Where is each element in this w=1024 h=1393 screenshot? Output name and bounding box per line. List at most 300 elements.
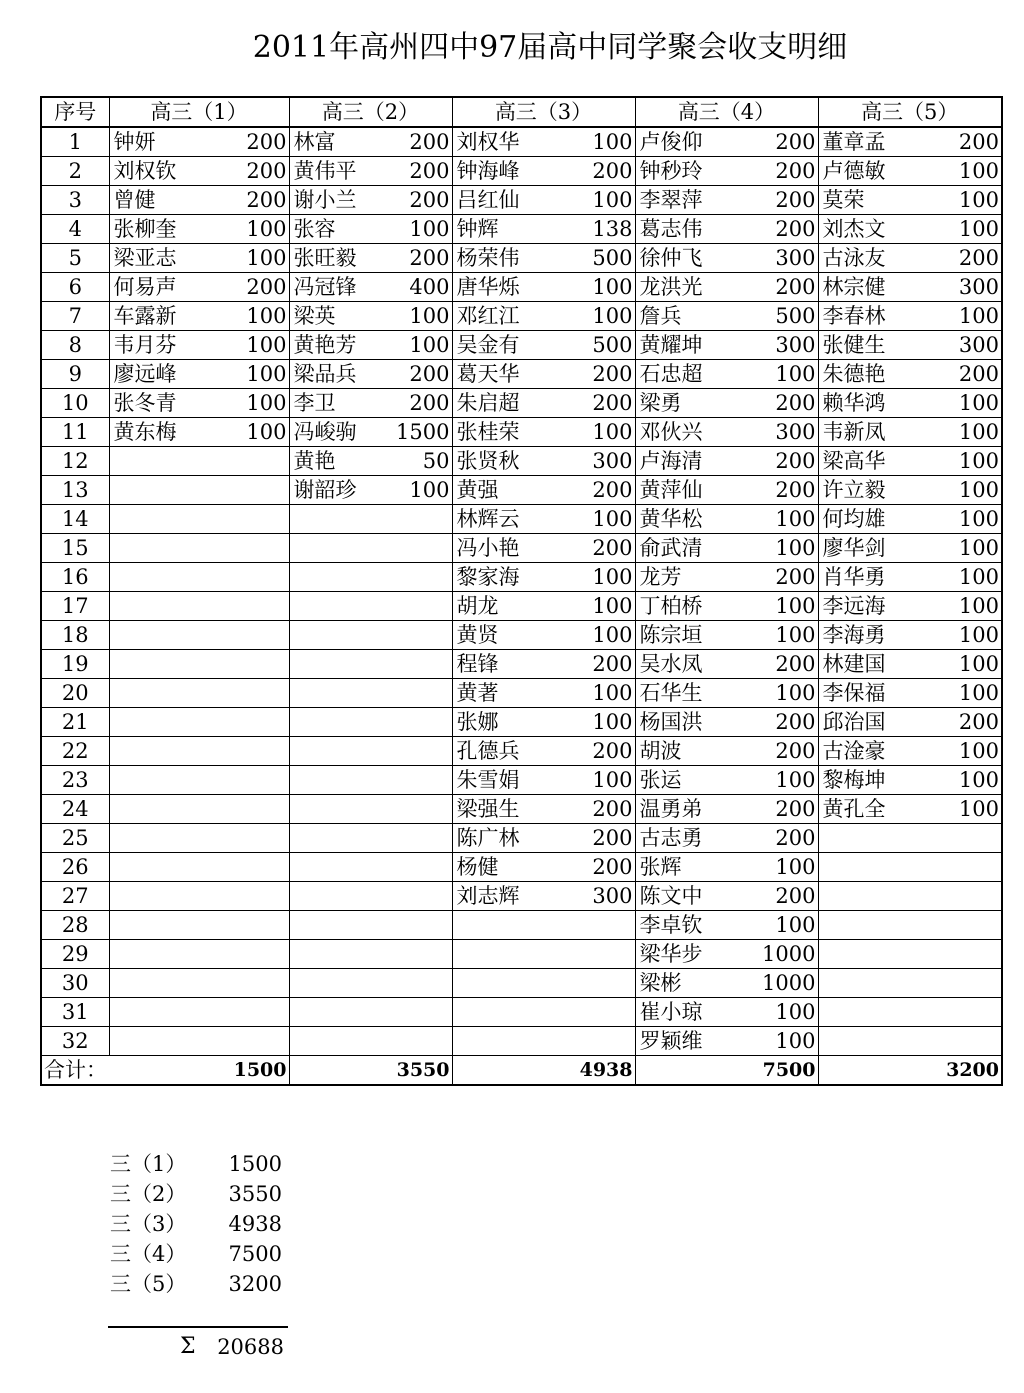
contribution-amount: 100 — [928, 563, 1002, 592]
header-class-5: 高三（5） — [818, 97, 1002, 127]
student-name: 黄艳 — [289, 447, 376, 476]
contribution-amount — [376, 592, 452, 621]
student-name: 何均雄 — [818, 505, 928, 534]
contribution-amount — [376, 940, 452, 969]
contribution-amount: 200 — [928, 244, 1002, 273]
header-seq: 序号 — [41, 97, 109, 127]
header-class-3: 高三（3） — [452, 97, 635, 127]
student-name: 张辉 — [635, 853, 743, 882]
row-number: 3 — [41, 186, 109, 215]
contribution-amount: 200 — [743, 824, 818, 853]
table-row — [41, 824, 1002, 853]
contribution-amount: 100 — [928, 389, 1002, 418]
contribution-amount: 200 — [210, 157, 289, 186]
contribution-amount — [928, 1027, 1002, 1056]
contribution-amount: 300 — [928, 273, 1002, 302]
contribution-amount — [376, 708, 452, 737]
header-class-2: 高三（2） — [289, 97, 452, 127]
student-name — [818, 824, 928, 853]
row-number: 2 — [41, 157, 109, 186]
contribution-amount: 300 — [743, 244, 818, 273]
student-name: 黄孔全 — [818, 795, 928, 824]
student-name: 张健生 — [818, 331, 928, 360]
student-name: 吕红仙 — [452, 186, 560, 215]
summary-value: 3200 — [228, 1272, 282, 1296]
student-name: 梁品兵 — [289, 360, 376, 389]
student-name — [109, 476, 210, 505]
student-name: 黄贤 — [452, 621, 560, 650]
student-name — [109, 534, 210, 563]
summary-label: 三（5） — [110, 1272, 187, 1296]
contribution-amount: 200 — [376, 127, 452, 157]
student-name — [289, 795, 376, 824]
table-row — [41, 795, 1002, 824]
student-name: 许立毅 — [818, 476, 928, 505]
contribution-amount — [210, 940, 289, 969]
contribution-amount: 100 — [560, 127, 635, 157]
student-name — [818, 969, 928, 998]
contribution-amount: 200 — [743, 795, 818, 824]
student-name — [109, 708, 210, 737]
contribution-amount: 100 — [743, 998, 818, 1027]
student-name: 李卫 — [289, 389, 376, 418]
student-name: 车露新 — [109, 302, 210, 331]
contribution-amount: 100 — [560, 505, 635, 534]
student-name: 陈文中 — [635, 882, 743, 911]
student-name — [109, 766, 210, 795]
student-name — [289, 679, 376, 708]
table-row — [41, 331, 1002, 360]
contribution-amount: 100 — [928, 215, 1002, 244]
student-name: 林建国 — [818, 650, 928, 679]
student-name: 钟妍 — [109, 127, 210, 157]
student-name: 张容 — [289, 215, 376, 244]
table-row — [41, 447, 1002, 476]
header-class-1: 高三（1） — [109, 97, 289, 127]
contribution-amount: 200 — [743, 476, 818, 505]
table-row — [41, 882, 1002, 911]
contribution-amount: 100 — [928, 592, 1002, 621]
table-header-row — [41, 97, 1002, 127]
table-row — [41, 157, 1002, 186]
contribution-amount: 200 — [743, 157, 818, 186]
student-name — [109, 737, 210, 766]
student-name — [109, 853, 210, 882]
student-name — [818, 911, 928, 940]
table-row — [41, 215, 1002, 244]
contribution-amount: 100 — [743, 621, 818, 650]
contribution-amount — [210, 882, 289, 911]
summary-label: 三（4） — [110, 1242, 187, 1266]
table-row — [41, 127, 1002, 157]
student-name: 廖远峰 — [109, 360, 210, 389]
student-name: 朱德艳 — [818, 360, 928, 389]
student-name — [818, 1027, 928, 1056]
total-class-2: 3550 — [376, 1056, 452, 1086]
student-name: 杨荣伟 — [452, 244, 560, 273]
contribution-amount — [376, 1027, 452, 1056]
student-name: 梁亚志 — [109, 244, 210, 273]
contribution-amount — [560, 969, 635, 998]
table-row — [41, 853, 1002, 882]
table-row — [41, 679, 1002, 708]
contribution-amount — [928, 969, 1002, 998]
student-name — [289, 708, 376, 737]
contribution-amount: 200 — [560, 853, 635, 882]
summary-label: 三（3） — [110, 1212, 187, 1236]
student-name: 张桂荣 — [452, 418, 560, 447]
contribution-amount: 200 — [743, 389, 818, 418]
student-name: 唐华烁 — [452, 273, 560, 302]
contribution-amount: 300 — [743, 331, 818, 360]
contribution-amount — [210, 679, 289, 708]
contribution-amount: 300 — [928, 331, 1002, 360]
student-name — [109, 621, 210, 650]
student-name — [818, 853, 928, 882]
contribution-amount — [210, 911, 289, 940]
student-name — [109, 824, 210, 853]
contribution-amount: 500 — [560, 244, 635, 273]
summary-value: 7500 — [228, 1242, 282, 1266]
student-name: 古志勇 — [635, 824, 743, 853]
table-row — [41, 186, 1002, 215]
summary-label: 三（1） — [110, 1152, 187, 1176]
contribution-amount: 100 — [928, 679, 1002, 708]
row-number: 32 — [41, 1027, 109, 1056]
total-class-3: 4938 — [560, 1056, 635, 1086]
student-name — [289, 998, 376, 1027]
student-name: 龙洪光 — [635, 273, 743, 302]
table-row — [41, 534, 1002, 563]
contribution-amount: 200 — [743, 563, 818, 592]
table-row — [41, 244, 1002, 273]
student-name — [818, 882, 928, 911]
student-name — [109, 505, 210, 534]
student-name: 卢海清 — [635, 447, 743, 476]
student-name: 龙芳 — [635, 563, 743, 592]
student-name: 李翠萍 — [635, 186, 743, 215]
student-name: 陈宗垣 — [635, 621, 743, 650]
contribution-amount — [376, 882, 452, 911]
contribution-amount: 1500 — [376, 418, 452, 447]
contribution-amount: 100 — [928, 186, 1002, 215]
contribution-amount: 200 — [560, 737, 635, 766]
student-name — [452, 911, 560, 940]
contribution-amount — [210, 592, 289, 621]
student-name: 杨国洪 — [635, 708, 743, 737]
contribution-amount: 100 — [210, 360, 289, 389]
student-name: 董章孟 — [818, 127, 928, 157]
contribution-amount: 100 — [560, 302, 635, 331]
contribution-amount: 100 — [560, 186, 635, 215]
student-name: 梁高华 — [818, 447, 928, 476]
contribution-amount — [210, 795, 289, 824]
student-name — [289, 534, 376, 563]
contribution-amount — [210, 969, 289, 998]
contribution-amount — [560, 940, 635, 969]
student-name: 黄艳芳 — [289, 331, 376, 360]
contribution-amount: 200 — [560, 157, 635, 186]
total-class-1: 1500 — [210, 1056, 289, 1086]
contribution-amount — [376, 679, 452, 708]
contribution-amount — [560, 911, 635, 940]
row-number: 29 — [41, 940, 109, 969]
contribution-amount: 300 — [743, 418, 818, 447]
contribution-amount: 200 — [743, 215, 818, 244]
table-row — [41, 476, 1002, 505]
contribution-amount — [928, 998, 1002, 1027]
contribution-amount: 1000 — [743, 940, 818, 969]
contribution-amount — [928, 911, 1002, 940]
totals-label: 合计： — [41, 1056, 109, 1086]
row-number: 25 — [41, 824, 109, 853]
student-name: 林宗健 — [818, 273, 928, 302]
student-name: 黄伟平 — [289, 157, 376, 186]
contribution-amount: 1000 — [743, 969, 818, 998]
contribution-amount — [376, 534, 452, 563]
contribution-amount: 200 — [376, 157, 452, 186]
student-name — [289, 766, 376, 795]
student-name — [109, 563, 210, 592]
student-name: 石忠超 — [635, 360, 743, 389]
contribution-amount: 200 — [210, 186, 289, 215]
sigma-symbol: Σ — [180, 1334, 196, 1359]
student-name — [109, 940, 210, 969]
student-name: 古淦豪 — [818, 737, 928, 766]
student-name: 黎梅坤 — [818, 766, 928, 795]
contribution-amount — [376, 737, 452, 766]
summary-value: 1500 — [228, 1152, 282, 1176]
contribution-amount: 500 — [560, 331, 635, 360]
student-name: 邱治国 — [818, 708, 928, 737]
student-name — [109, 911, 210, 940]
student-name: 孔德兵 — [452, 737, 560, 766]
contribution-amount — [376, 853, 452, 882]
contribution-amount — [210, 853, 289, 882]
student-name — [452, 969, 560, 998]
table-row — [41, 911, 1002, 940]
contribution-amount: 200 — [560, 476, 635, 505]
table-row — [41, 418, 1002, 447]
contribution-amount: 200 — [928, 708, 1002, 737]
student-name: 林辉云 — [452, 505, 560, 534]
student-name: 温勇弟 — [635, 795, 743, 824]
contribution-amount — [928, 853, 1002, 882]
contribution-amount: 138 — [560, 215, 635, 244]
student-name: 韦新凤 — [818, 418, 928, 447]
row-number: 14 — [41, 505, 109, 534]
summary-divider — [108, 1326, 288, 1328]
student-name: 刘杰文 — [818, 215, 928, 244]
student-name — [109, 795, 210, 824]
grand-total: 20688 — [217, 1335, 284, 1359]
contribution-amount: 100 — [210, 244, 289, 273]
contribution-table — [40, 96, 1003, 1086]
row-number: 4 — [41, 215, 109, 244]
contribution-amount: 100 — [210, 302, 289, 331]
contribution-amount: 200 — [376, 186, 452, 215]
contribution-amount: 100 — [560, 592, 635, 621]
student-name — [289, 1027, 376, 1056]
table-row — [41, 360, 1002, 389]
student-name: 邓伙兴 — [635, 418, 743, 447]
student-name — [109, 969, 210, 998]
student-name: 卢俊仰 — [635, 127, 743, 157]
contribution-amount: 200 — [376, 389, 452, 418]
student-name: 邓红江 — [452, 302, 560, 331]
row-number: 12 — [41, 447, 109, 476]
student-name: 曾健 — [109, 186, 210, 215]
student-name — [818, 998, 928, 1027]
table-row — [41, 505, 1002, 534]
student-name: 黎家海 — [452, 563, 560, 592]
row-number: 21 — [41, 708, 109, 737]
contribution-amount: 200 — [376, 244, 452, 273]
student-name: 葛天华 — [452, 360, 560, 389]
contribution-amount — [928, 824, 1002, 853]
student-name: 李保福 — [818, 679, 928, 708]
contribution-amount: 100 — [210, 215, 289, 244]
row-number: 22 — [41, 737, 109, 766]
table-row — [41, 969, 1002, 998]
contribution-amount: 100 — [928, 418, 1002, 447]
student-name: 肖华勇 — [818, 563, 928, 592]
contribution-amount — [376, 969, 452, 998]
student-name — [289, 650, 376, 679]
student-name: 詹兵 — [635, 302, 743, 331]
contribution-amount: 200 — [928, 360, 1002, 389]
table-row — [41, 621, 1002, 650]
table-row — [41, 940, 1002, 969]
student-name: 钟海峰 — [452, 157, 560, 186]
student-name — [452, 998, 560, 1027]
contribution-amount: 200 — [210, 127, 289, 157]
contribution-amount — [376, 824, 452, 853]
contribution-amount — [376, 563, 452, 592]
contribution-amount — [376, 621, 452, 650]
student-name: 程锋 — [452, 650, 560, 679]
contribution-amount: 200 — [210, 273, 289, 302]
row-number: 28 — [41, 911, 109, 940]
student-name: 梁彬 — [635, 969, 743, 998]
contribution-amount: 200 — [560, 389, 635, 418]
contribution-amount: 100 — [376, 215, 452, 244]
student-name: 张贤秋 — [452, 447, 560, 476]
contribution-amount: 100 — [743, 505, 818, 534]
contribution-amount: 300 — [560, 882, 635, 911]
student-name: 黄耀坤 — [635, 331, 743, 360]
contribution-amount — [560, 1027, 635, 1056]
row-number: 26 — [41, 853, 109, 882]
contribution-amount — [210, 650, 289, 679]
student-name — [109, 447, 210, 476]
contribution-amount: 100 — [928, 795, 1002, 824]
student-name — [109, 998, 210, 1027]
student-name: 胡波 — [635, 737, 743, 766]
row-number: 13 — [41, 476, 109, 505]
student-name: 李海勇 — [818, 621, 928, 650]
student-name — [452, 940, 560, 969]
student-name: 朱雪娟 — [452, 766, 560, 795]
row-number: 8 — [41, 331, 109, 360]
student-name: 梁华步 — [635, 940, 743, 969]
student-name — [289, 940, 376, 969]
contribution-amount: 200 — [376, 360, 452, 389]
contribution-amount — [376, 795, 452, 824]
row-number: 23 — [41, 766, 109, 795]
row-number: 7 — [41, 302, 109, 331]
contribution-amount — [210, 621, 289, 650]
totals-row — [41, 1056, 1002, 1086]
student-name: 黄强 — [452, 476, 560, 505]
contribution-amount — [210, 1027, 289, 1056]
contribution-amount: 100 — [928, 505, 1002, 534]
contribution-amount: 100 — [928, 157, 1002, 186]
contribution-amount: 100 — [560, 563, 635, 592]
contribution-amount: 100 — [928, 737, 1002, 766]
contribution-amount: 100 — [928, 476, 1002, 505]
student-name — [289, 824, 376, 853]
student-name: 石华生 — [635, 679, 743, 708]
row-number: 20 — [41, 679, 109, 708]
student-name — [289, 563, 376, 592]
contribution-amount: 200 — [560, 534, 635, 563]
student-name: 刘权钦 — [109, 157, 210, 186]
contribution-amount: 100 — [743, 766, 818, 795]
contribution-amount: 100 — [928, 766, 1002, 795]
student-name: 林富 — [289, 127, 376, 157]
contribution-amount — [210, 534, 289, 563]
student-name: 赖华鸿 — [818, 389, 928, 418]
contribution-amount: 100 — [376, 302, 452, 331]
student-name: 冯小艳 — [452, 534, 560, 563]
contribution-amount: 400 — [376, 273, 452, 302]
contribution-amount: 200 — [928, 127, 1002, 157]
student-name: 谢韶珍 — [289, 476, 376, 505]
contribution-amount: 100 — [560, 621, 635, 650]
student-name — [289, 621, 376, 650]
student-name: 丁柏桥 — [635, 592, 743, 621]
table-row — [41, 998, 1002, 1027]
student-name — [109, 882, 210, 911]
row-number: 24 — [41, 795, 109, 824]
student-name: 葛志伟 — [635, 215, 743, 244]
student-name: 古泳友 — [818, 244, 928, 273]
contribution-amount — [376, 998, 452, 1027]
contribution-amount: 100 — [743, 853, 818, 882]
contribution-amount: 50 — [376, 447, 452, 476]
row-number: 15 — [41, 534, 109, 563]
contribution-amount: 200 — [560, 650, 635, 679]
student-name — [818, 940, 928, 969]
contribution-amount: 100 — [210, 331, 289, 360]
student-name: 杨健 — [452, 853, 560, 882]
contribution-amount: 200 — [743, 737, 818, 766]
contribution-amount: 100 — [743, 360, 818, 389]
contribution-amount: 100 — [210, 418, 289, 447]
row-number: 11 — [41, 418, 109, 447]
student-name — [109, 592, 210, 621]
contribution-amount: 100 — [743, 592, 818, 621]
row-number: 10 — [41, 389, 109, 418]
student-name: 谢小兰 — [289, 186, 376, 215]
student-name: 李春林 — [818, 302, 928, 331]
student-name — [289, 882, 376, 911]
table-row — [41, 737, 1002, 766]
contribution-amount: 300 — [560, 447, 635, 476]
student-name: 刘权华 — [452, 127, 560, 157]
summary-label: 三（2） — [110, 1182, 187, 1206]
